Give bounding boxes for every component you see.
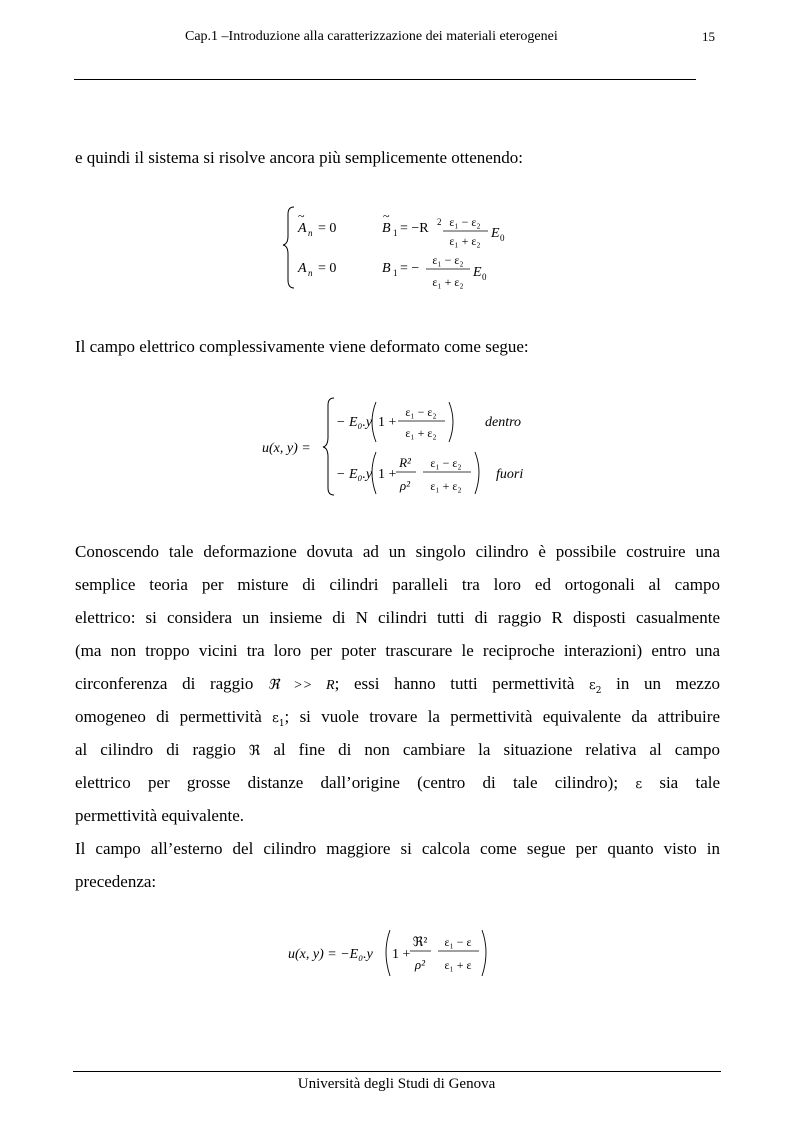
left-brace: [283, 207, 294, 288]
fraction-num-2: ε₁ − ε₂: [432, 253, 464, 267]
svg-text:E: E: [473, 265, 482, 280]
inline-math-re: ℜ: [248, 744, 261, 759]
footer-rule: [73, 1071, 721, 1072]
svg-text:= −R: = −R: [400, 221, 429, 236]
body-line: semplice teoria per misture di cilindri paralleli tra loro ed ortogonali al campo: [75, 575, 720, 594]
label-fuori: fuori: [496, 467, 524, 482]
svg-text:~: ~: [298, 209, 305, 223]
frac-out-den: ε₁ + ε₂: [430, 479, 462, 493]
svg-text:2: 2: [437, 217, 442, 227]
equation-system-1: [280, 200, 530, 295]
body-line: Il campo all’esterno del cilindro maggiore si calcola come segue per quanto visto in: [75, 839, 720, 858]
svg-text:0: 0: [482, 272, 487, 282]
body-line: omogeneo di permettività $\varepsilon_1$; si vuole trovare la permettività equivalente da attribuire: [75, 707, 720, 729]
equation-field-3: [286, 924, 516, 984]
svg-text:= 0: = 0: [318, 261, 337, 276]
svg-text:1 +: 1 +: [378, 467, 397, 482]
svg-text:1 +: 1 +: [378, 415, 397, 430]
inline-math-re-gg-r: ℜ >> R: [268, 678, 335, 693]
svg-text:1: 1: [393, 228, 398, 238]
intro-paragraph: e quindi il sistema si risolve ancora più semplicemente ottenendo:: [75, 148, 524, 167]
frac-out-num: ε₁ − ε₂: [430, 456, 462, 470]
body-line: elettrico per grosse distanze dall’origine (centro di tale cilindro); ε sia tale: [75, 773, 721, 792]
frac3-num: ε₁ − ε: [444, 935, 472, 949]
equation-field-2: [258, 392, 548, 502]
body-line: Conoscendo tale deformazione dovuta ad un singolo cilindro è possibile costruire una: [75, 542, 720, 561]
svg-text:~: ~: [383, 209, 390, 223]
inline-eps1: $\varepsilon_1$: [272, 711, 285, 729]
body-line: circonferenza di raggio ℜ >> R; essi hanno tutti permettività $\varepsilon_2$ in un mezzo: [75, 674, 720, 696]
svg-text:1: 1: [393, 268, 398, 278]
svg-text:n: n: [308, 228, 313, 238]
brace-2: [323, 398, 334, 495]
u-lhs-3: u(x, y) = −E₀.y: [288, 947, 373, 962]
svg-text:n: n: [308, 268, 313, 278]
svg-text:− E₀.y: − E₀.y: [336, 467, 373, 482]
header-rule: [74, 79, 696, 80]
svg-text:1 +: 1 +: [392, 947, 411, 962]
svg-text:− E₀.y: − E₀.y: [336, 415, 373, 430]
body-line: al cilindro di raggio ℜ al fine di non cambiare la situazione relativa al campo: [75, 740, 721, 759]
body-paragraph: [75, 535, 720, 898]
fraction-den-2: ε₁ + ε₂: [432, 275, 464, 289]
B1-tilde: B: [382, 221, 391, 236]
inline-eps: ε: [635, 777, 643, 792]
body-line: (ma non troppo vicini tra loro per poter trascurare le reciproche interazioni) entro una: [75, 641, 720, 660]
B1: B: [382, 261, 391, 276]
frac-in-den: ε₁ + ε₂: [405, 426, 437, 440]
rho-squared: ρ²: [399, 478, 411, 493]
An: A: [298, 261, 307, 276]
u-lhs: u(x, y) =: [262, 441, 311, 456]
svg-text:= 0: = 0: [318, 221, 337, 236]
svg-text:E: E: [491, 226, 500, 241]
page-number: 15: [702, 29, 715, 44]
fraction-den-1: ε₁ + ε₂: [449, 234, 481, 248]
page-footer: Università degli Studi di Genova: [297, 1076, 496, 1092]
body-line: permettività equivalente.: [75, 806, 244, 825]
frac3-den: ε₁ + ε: [444, 958, 472, 972]
rho-squared-3: ρ²: [414, 957, 426, 972]
re-squared: ℜ²: [412, 934, 428, 949]
frac-in-num: ε₁ − ε₂: [405, 405, 437, 419]
body-line: elettrico: si considera un insieme di N cilindri tutti di raggio R disposti casualmente: [75, 608, 720, 627]
inline-eps2: $\varepsilon_2$: [589, 678, 602, 696]
fraction-num-1: ε₁ − ε₂: [449, 215, 481, 229]
label-dentro: dentro: [485, 415, 522, 430]
body-line: precedenza:: [75, 872, 157, 891]
R-squared: R²: [399, 455, 411, 470]
svg-text:= −: = −: [400, 261, 420, 276]
svg-text:0: 0: [500, 233, 505, 243]
An-tilde: A: [298, 221, 307, 236]
campo-paragraph: Il campo elettrico complessivamente viene deformato come segue:: [75, 337, 529, 356]
chapter-title: Cap.1 –Introduzione alla caratterizzazione dei materiali eterogenei: [185, 29, 558, 44]
